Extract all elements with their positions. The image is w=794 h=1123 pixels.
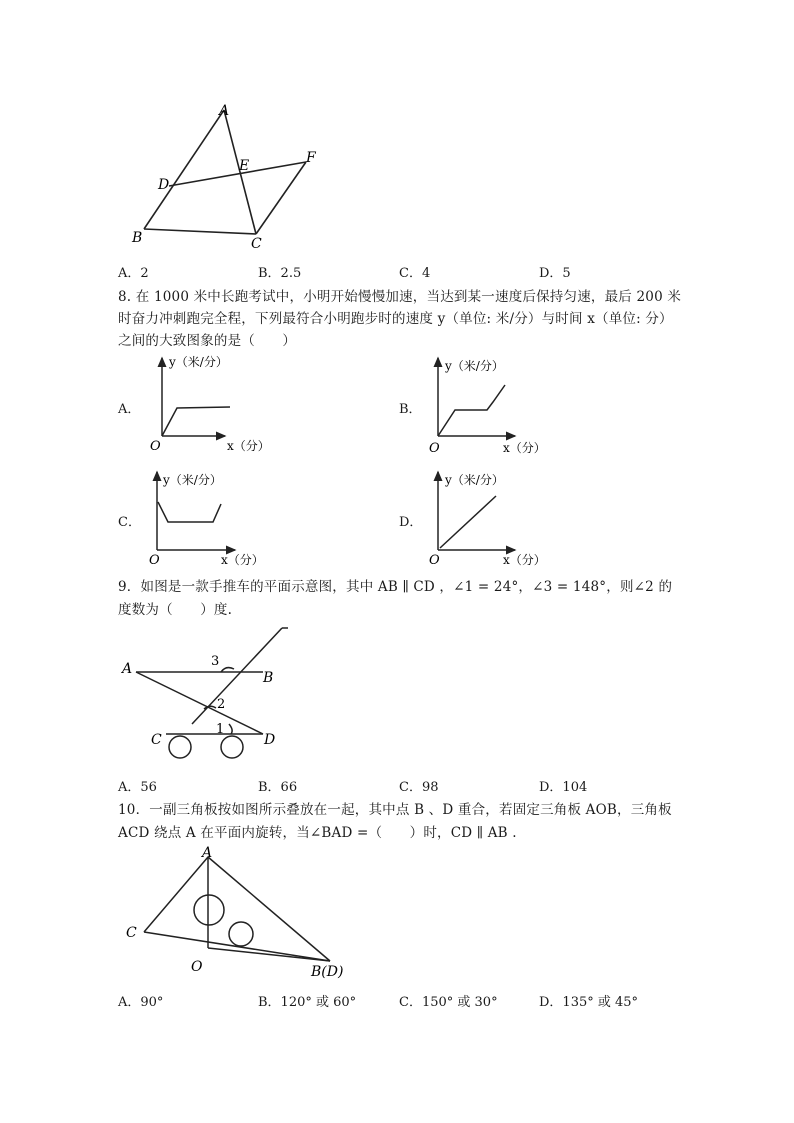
q9-figure xyxy=(118,622,298,767)
q8-graph-a-xlabel: x（分） xyxy=(227,439,270,453)
q8-graph-d-xlabel: x（分） xyxy=(503,553,546,567)
q8-graph-c-origin: O xyxy=(149,553,160,568)
q10-fig-label-A: A xyxy=(202,845,213,861)
q10-text-line-1: 10．一副三角板按如图所示叠放在一起，其中点 B 、D 重合，若固定三角板 AOB，三角板 xyxy=(118,802,672,818)
q10-option-d[interactable]: D．135° 或 45° xyxy=(539,995,639,1010)
fig7-label-E: E xyxy=(239,158,250,174)
q9-fig-angle-2: 2 xyxy=(217,697,226,712)
fig7-label-B: B xyxy=(132,230,143,246)
q9-fig-label-D: D xyxy=(264,732,276,748)
q7-figure xyxy=(120,98,330,253)
q9-text-line-2: 度数为（ ）度. xyxy=(118,602,233,618)
q8-graph-b-xlabel: x（分） xyxy=(503,441,546,455)
q8-text-line-3: 之间的大致图象的是（ ） xyxy=(118,333,297,349)
fig7-label-D: D xyxy=(158,177,170,193)
q10-fig-label-BD: B(D) xyxy=(311,964,344,980)
q8-graph-a-label[interactable]: A． xyxy=(118,402,141,417)
q7-option-d[interactable]: D．5 xyxy=(539,266,571,281)
q9-option-a[interactable]: A．56 xyxy=(118,780,157,795)
q8-graph-a-ylabel: y（米/分） xyxy=(169,355,228,369)
fig7-label-F: F xyxy=(306,150,316,166)
q8-text-line-1: 8. 在 1000 米中长跑考试中，小明开始慢慢加速，当达到某一速度后保持匀速，最后 200 米 xyxy=(118,289,682,305)
q8-text-line-2: 时奋力冲刺跑完全程，下列最符合小明跑步时的速度 y（单位: 米/分）与时间 x（单位: 分） xyxy=(118,311,673,327)
q10-text-line-2: ACD 绕点 A 在平面内旋转，当∠BAD =（ ）时，CD ∥ AB . xyxy=(118,825,517,841)
q8-graph-c-label[interactable]: C． xyxy=(118,515,141,530)
q9-text-line-1: 9．如图是一款手推车的平面示意图，其中 AB ∥ CD ，∠1 = 24°，∠3 = 148°，则∠2 的 xyxy=(118,579,673,595)
q8-graph-b-ylabel: y（米/分） xyxy=(445,359,504,373)
q9-fig-label-B: B xyxy=(263,670,274,686)
q10-option-c[interactable]: C．150° 或 30° xyxy=(399,995,498,1010)
q8-graph-a[interactable] xyxy=(145,352,285,457)
q7-option-c[interactable]: C．4 xyxy=(399,266,431,281)
q8-graph-d-label[interactable]: D． xyxy=(399,515,423,530)
q8-graph-a-origin: O xyxy=(150,439,161,454)
q9-option-d[interactable]: D．104 xyxy=(539,780,588,795)
q10-option-a[interactable]: A．90° xyxy=(118,995,164,1010)
q8-graph-d-origin: O xyxy=(429,553,440,568)
q8-graph-b-label[interactable]: B． xyxy=(399,402,422,417)
fig7-label-A: A xyxy=(219,103,230,119)
q10-option-b[interactable]: B．120° 或 60° xyxy=(258,995,357,1010)
q8-graph-d-ylabel: y（米/分） xyxy=(445,473,504,487)
q9-fig-label-C: C xyxy=(151,732,162,748)
q9-option-c[interactable]: C．98 xyxy=(399,780,439,795)
q10-figure xyxy=(118,845,358,985)
q8-graph-d[interactable] xyxy=(425,466,565,571)
q9-fig-label-A: A xyxy=(122,661,133,677)
q9-option-b[interactable]: B．66 xyxy=(258,780,298,795)
fig7-label-C: C xyxy=(251,236,262,252)
q10-fig-label-O: O xyxy=(191,959,203,975)
q8-graph-c[interactable] xyxy=(145,466,285,571)
q8-graph-b-origin: O xyxy=(429,441,440,456)
q8-graph-b[interactable] xyxy=(425,352,565,457)
q9-fig-angle-3: 3 xyxy=(211,654,220,669)
q9-fig-angle-1: 1 xyxy=(216,722,225,737)
q7-option-a[interactable]: A．2 xyxy=(118,266,149,281)
q7-option-b[interactable]: B．2.5 xyxy=(258,266,302,281)
q10-fig-label-C: C xyxy=(126,925,137,941)
q8-graph-c-xlabel: x（分） xyxy=(221,553,264,567)
q8-graph-c-ylabel: y（米/分） xyxy=(163,473,222,487)
